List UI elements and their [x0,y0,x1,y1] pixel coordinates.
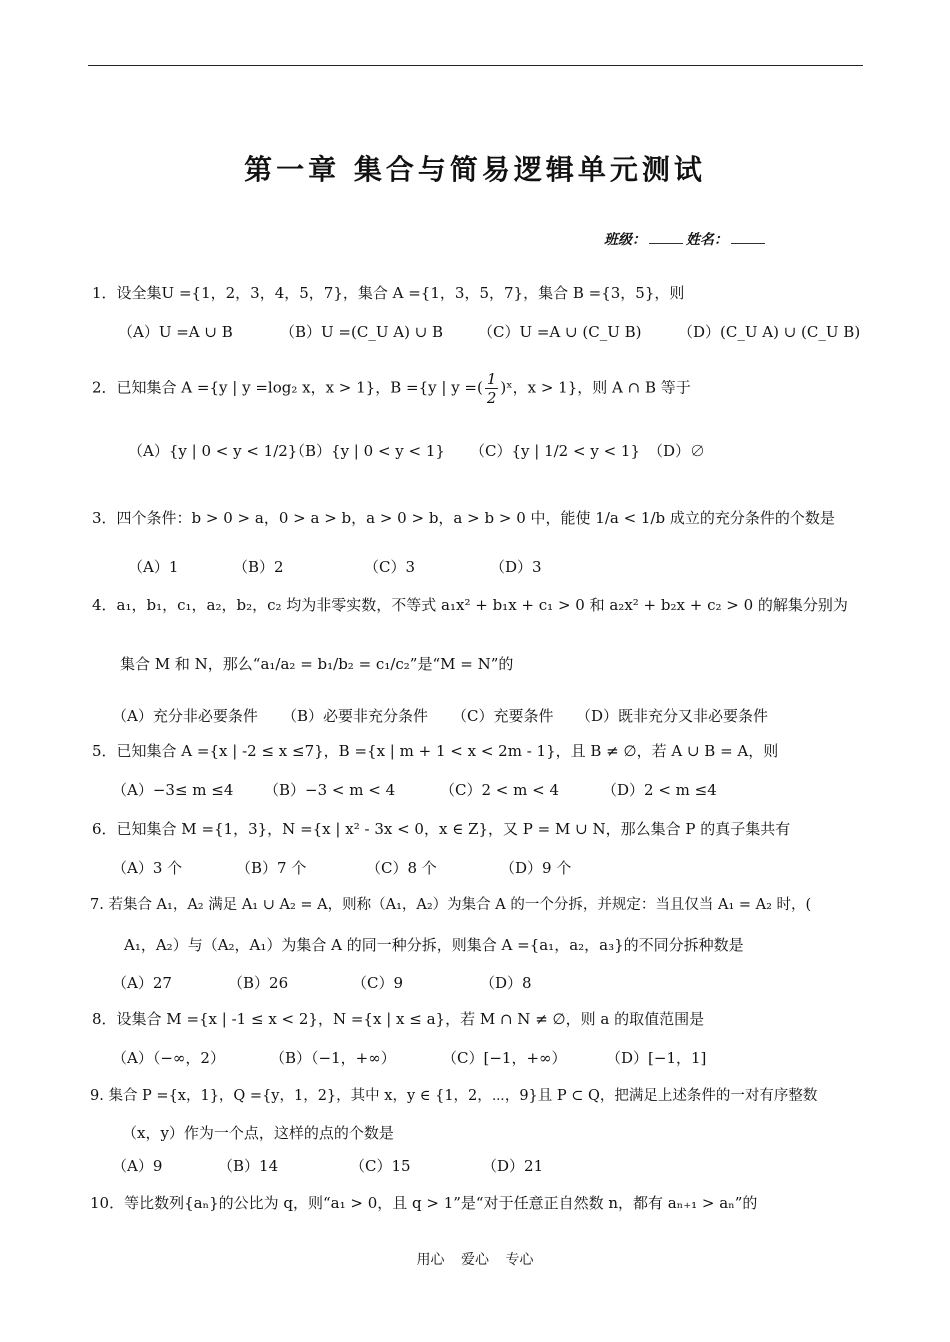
q5-option-b: （B）−3 < m < 4 [264,781,396,799]
q7-option-a: （A）27 [112,974,172,992]
q1-stem: 1．设全集U ={1，2，3，4，5，7}，集合 A ={1，3，5，7}，集合 B ={3，5}，则 [92,284,685,302]
q6-option-d: （D）9 个 [500,859,572,877]
q7-stem-line2: A₁，A₂）与（A₂，A₁）为集合 A 的同一种分拆，则集合 A ={a₁，a₂，a₃}的不同分拆种数是 [124,936,744,954]
q9-option-b: （B）14 [218,1157,279,1175]
q7-option-b: （B）26 [228,974,289,992]
page-footer: 用心 爱心 专心 [416,1252,534,1268]
q9-stem-line1: 9. 集合 P ={x，1}，Q ={y，1，2}，其中 x，y ∈ {1，2，⋯，9}且 P ⊂ Q，把满足上述条件的一对有序整数 [90,1088,818,1104]
q6-option-b: （B）7 个 [236,859,307,877]
header-rule [88,65,863,66]
q10-stem: 10．等比数列{aₙ}的公比为 q，则“a₁ > 0，且 q > 1”是“对于任意正自然数 n，都有 aₙ₊₁ > aₙ”的 [90,1194,758,1212]
class-blank [649,243,683,244]
q4-option-a: （A）充分非必要条件 [112,707,258,725]
q2-half-fraction: $\frac{1}{2}$ [486,370,497,407]
q3-stem: 3．四个条件：b > 0 > a，0 > a > b，a > 0 > b，a > b > 0 中，能使 1/a < 1/b 成立的充分条件的个数是 [92,509,835,527]
q6-stem: 6．已知集合 M ={1，3}，N ={x | x² - 3x < 0，x ∈ Z}，又 P = M ∪ N，那么集合 P 的真子集共有 [92,820,791,838]
q4-stem-line1: 4．a₁，b₁，c₁，a₂，b₂，c₂ 均为非零实数，不等式 a₁x² + b₁x + c₁ > 0 和 a₂x² + b₂x + c₂ > 0 的解集分别为 [92,596,848,614]
q8-option-b: （B）（−1，+∞） [270,1049,396,1067]
q9-option-c: （C）15 [350,1157,411,1175]
q7-option-c: （C）9 [352,974,404,992]
q5-option-c: （C）2 < m < 4 [440,781,559,799]
q2-stem-post: )ˣ，x > 1}，则 A ∩ B 等于 [500,378,691,397]
q8-option-d: （D）[−1，1] [606,1049,707,1067]
page-title: 第一章 集合与简易逻辑单元测试 [244,153,706,186]
name-blank [731,243,765,244]
class-label: 班级： [604,232,646,248]
q7-option-d: （D）8 [480,974,532,992]
q3-option-a: （A）1 [128,558,179,576]
q4-option-c: （C）充要条件 [452,707,554,725]
q8-option-c: （C）[−1，+∞） [442,1049,567,1067]
q2-stem-pre: 2．已知集合 A ={y | y =log₂ x，x > 1}，B ={y | y =( [92,378,483,397]
student-info [604,229,768,249]
q1-option-d: （D）(C_U A) ∪ (C_U B) [678,323,861,341]
q1-option-c: （C）U =A ∪ (C_U B) [478,323,642,341]
q3-option-c: （C）3 [364,558,416,576]
q1-option-a: （A）U =A ∪ B [118,323,233,341]
q5-stem: 5．已知集合 A ={x | -2 ≤ x ≤7}，B ={x | m + 1 < x < 2m - 1}，且 B ≠ ∅，若 A ∪ B = A，则 [92,742,779,760]
q2-option-d: （D）∅ [648,442,706,460]
q2-option-b: （B）{y | 0 < y < 1} [290,442,445,460]
q3-option-b: （B）2 [233,558,284,576]
q9-option-d: （D）21 [482,1157,544,1175]
q5-option-d: （D）2 < m ≤4 [602,781,717,799]
q8-option-a: （A）（−∞，2） [112,1049,225,1067]
q3-option-d: （D）3 [490,558,542,576]
q6-option-c: （C）8 个 [366,859,437,877]
q4-stem-line2: 集合 M 和 N，那么“a₁/a₂ = b₁/b₂ = c₁/c₂”是“M = N”的 [120,655,514,673]
q5-option-a: （A）−3≤ m ≤4 [112,781,234,799]
q7-stem-line1: 7. 若集合 A₁，A₂ 满足 A₁ ∪ A₂ = A，则称（A₁，A₂）为集合 A 的一个分拆，并规定：当且仅当 A₁ = A₂ 时，( [90,897,812,913]
q6-option-a: （A）3 个 [112,859,183,877]
q9-option-a: （A）9 [112,1157,163,1175]
q4-option-b: （B）必要非充分条件 [282,707,429,725]
q4-option-d: （D）既非充分又非必要条件 [576,707,769,725]
name-label: 姓名： [686,232,728,248]
q1-option-b: （B）U =(C_U A) ∪ B [280,323,444,341]
q2-option-a: （A）{y | 0 < y < 1/2} [128,442,298,460]
q2-stem [92,370,691,407]
q8-stem: 8．设集合 M ={x | -1 ≤ x < 2}，N ={x | x ≤ a}，若 M ∩ N ≠ ∅，则 a 的取值范围是 [92,1010,705,1028]
q2-option-c: （C）{y | 1/2 < y < 1} [470,442,640,460]
q9-stem-line2: （x，y）作为一个点，这样的点的个数是 [122,1124,394,1142]
